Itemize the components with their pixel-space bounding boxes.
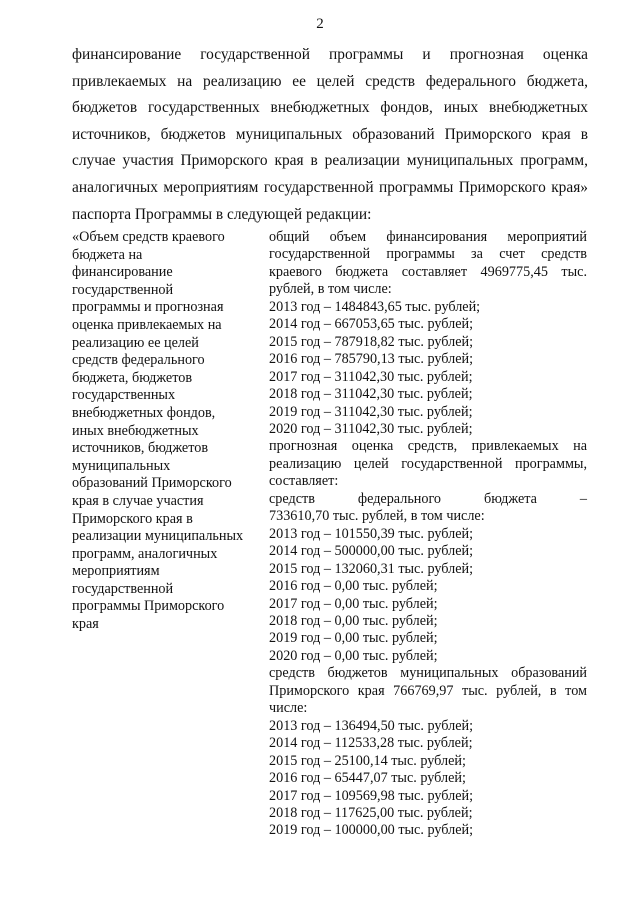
label-line: реализацию ее целей (72, 334, 199, 351)
label-line: реализации муниципальных (72, 528, 244, 545)
label-line: края в случае участия (72, 492, 204, 509)
label-line: программ, аналогичных (72, 545, 218, 562)
value-line: государственной программы за счет средств (269, 246, 587, 263)
value-line: 2015 год – 787918,82 тыс. рублей; (269, 333, 474, 350)
label-line: мероприятиям (72, 563, 160, 580)
label-line: государственной (72, 580, 174, 597)
value-line: 2016 год – 65447,07 тыс. рублей; (269, 770, 466, 787)
label-line: источников, бюджетов (72, 440, 209, 457)
value-line: реализацию целей государственной программы, (269, 455, 587, 472)
label-line: финансирование (72, 264, 173, 281)
intro-line: привлекаемых на реализацию ее целей средств федерального бюджета, (72, 72, 588, 90)
label-line: программы и прогнозная (72, 299, 224, 316)
value-line: 2016 год – 785790,13 тыс. рублей; (269, 351, 474, 368)
label-line: государственной (72, 281, 174, 298)
value-line: средств федерального бюджета – (269, 490, 587, 507)
value-line: 2017 год – 311042,30 тыс. рублей; (269, 368, 473, 385)
value-line: 2014 год – 667053,65 тыс. рублей; (269, 316, 474, 333)
value-line: 2014 год – 500000,00 тыс. рублей; (269, 543, 474, 560)
intro-line: аналогичных мероприятиям государственной программы Приморского края» (72, 178, 588, 196)
value-line: составляет: (269, 473, 339, 490)
label-line: средств федерального (72, 352, 205, 369)
label-line: иных внебюджетных (72, 422, 199, 439)
intro-line: случае участия Приморского края в реализации муниципальных программ, (72, 152, 588, 170)
value-line: 2018 год – 0,00 тыс. рублей; (269, 612, 438, 629)
value-line: 2018 год – 117625,00 тыс. рублей; (269, 804, 473, 821)
label-line: «Объем средств краевого (72, 229, 225, 245)
label-line: бюджета на (72, 246, 143, 263)
label-line: края (72, 616, 99, 633)
value-line: 733610,70 тыс. рублей, в том числе: (269, 508, 485, 525)
value-line: 2013 год – 101550,39 тыс. рублей; (269, 525, 474, 542)
value-line: 2019 год – 0,00 тыс. рублей; (269, 630, 438, 647)
value-line: 2018 год – 311042,30 тыс. рублей; (269, 386, 473, 403)
intro-line: паспорта Программы в следующей редакции: (72, 205, 372, 223)
label-line: муниципальных (72, 457, 171, 474)
value-line: 2016 год – 0,00 тыс. рублей; (269, 578, 438, 595)
intro-line: источников, бюджетов муниципальных образований Приморского края в (72, 125, 588, 143)
page-number: 2 (316, 16, 324, 32)
value-line: 2020 год – 311042,30 тыс. рублей; (269, 420, 473, 437)
value-line: Приморского края 766769,97 тыс. рублей, в том (269, 682, 587, 699)
passport-row-value (269, 229, 587, 840)
intro-line: финансирование государственной программы и прогнозная оценка (72, 46, 588, 63)
value-line: 2019 год – 311042,30 тыс. рублей; (269, 403, 473, 420)
label-line: оценка привлекаемых на (72, 316, 222, 333)
label-line: бюджета, бюджетов (72, 369, 193, 386)
value-line: средств бюджетов муниципальных образований (269, 665, 587, 682)
label-line: Приморского края в (72, 510, 193, 527)
value-line: общий объем финансирования мероприятий (269, 229, 587, 245)
label-line: программы Приморского (72, 598, 225, 615)
value-line: 2019 год – 100000,00 тыс. рублей; (269, 822, 474, 839)
passport-row-label (72, 229, 260, 634)
value-line: рублей, в том числе: (269, 281, 392, 298)
value-line: прогнозная оценка средств, привлекаемых на (269, 438, 587, 455)
value-line: числе: (269, 700, 308, 717)
value-line: краевого бюджета составляет 4969775,45 тыс. (269, 263, 587, 280)
value-line: 2014 год – 112533,28 тыс. рублей; (269, 735, 473, 752)
intro-line: бюджетов государственных внебюджетных фондов, иных внебюджетных (72, 99, 588, 117)
label-line: образований Приморского (72, 475, 232, 492)
value-line: 2013 год – 136494,50 тыс. рублей; (269, 717, 474, 734)
label-line: внебюджетных фондов, (72, 404, 216, 421)
value-line: 2020 год – 0,00 тыс. рублей; (269, 647, 438, 664)
intro-paragraph (72, 42, 588, 228)
value-line: 2013 год – 1484843,65 тыс. рублей; (269, 298, 481, 315)
label-line: государственных (72, 387, 176, 404)
value-line: 2015 год – 25100,14 тыс. рублей; (269, 752, 466, 769)
value-line: 2015 год – 132060,31 тыс. рублей; (269, 560, 474, 577)
value-line: 2017 год – 0,00 тыс. рублей; (269, 595, 438, 612)
value-line: 2017 год – 109569,98 тыс. рублей; (269, 787, 474, 804)
